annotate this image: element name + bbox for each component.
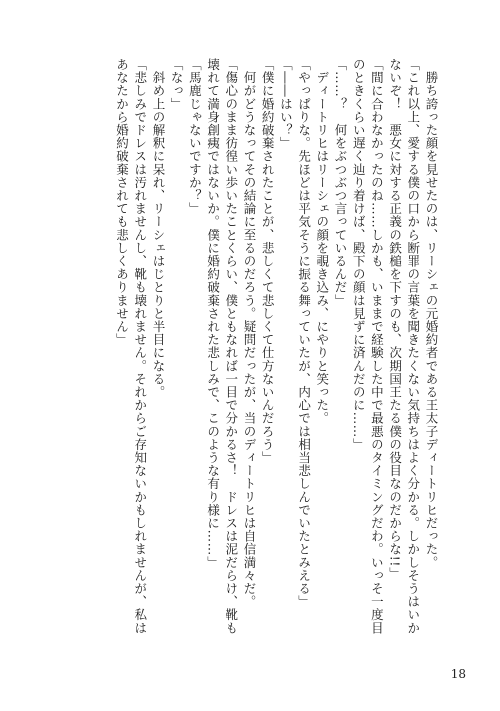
text-line: 「悲しみでドレスは汚れませんし、靴も壊れません。それからご存知ないかもしれませんが、私は bbox=[132, 58, 148, 635]
text-line: 「僕に婚約破棄されたことが、悲しくて悲しくて仕方ないんだろう」 bbox=[260, 58, 276, 465]
text-line: 「なっ」 bbox=[169, 58, 185, 111]
text-line: 「間に合わなかったのね……しかも、いままで経験した中で最悪のタイミングだわ。いっそ一度目 bbox=[369, 58, 385, 635]
text-line: 壊れて満身創痍ではないか。僕に婚約破棄された悲しみで、このような有り様に……」 bbox=[205, 58, 221, 569]
text-line: 「――はい？」 bbox=[278, 58, 294, 150]
text-line: 斜め上の解釈に呆れ、リーシェはじとりと半目になる。 bbox=[150, 58, 166, 399]
vertical-text-body bbox=[52, 58, 440, 648]
text-line: あなたから婚約破棄されても悲しくありません」 bbox=[114, 58, 130, 347]
text-line: 勝ち誇った顔を見せたのは、リーシェの元婚約者である王太子ディートリヒだった。 bbox=[424, 58, 439, 569]
text-line: 「馬鹿じゃないですか？」 bbox=[187, 58, 203, 216]
text-line: 「やっぱりな。先ほどは平気そうに振る舞っていたが、内心では相当悲しんでいたとみえる」 bbox=[296, 58, 312, 609]
page-number: 18 bbox=[450, 667, 466, 681]
text-line: 「これ以上、愛する僕の口から断罪の言葉を聞きたくない気持ちはよく分かる。しかしそうはいか bbox=[405, 58, 421, 635]
text-line: 「傷心のまま彷徨い歩いたことくらい、僕ともなれば一目で分かるさ！ ドレスは泥だらけ、靴も bbox=[223, 58, 239, 635]
text-line: ないぞ！ 悪女に対する正義の鉄槌を下すのも、次期国王たる僕の役目なのだからな!!」 bbox=[387, 58, 403, 581]
text-line: 「……？ 何をぶつぶつ言っているんだ」 bbox=[332, 58, 348, 307]
text-line: 何がどうなってその結論に至るのだろう。疑問だったが、当のディートリヒは自信満々だ。 bbox=[241, 58, 257, 609]
text-line: ディートリヒはリーシェの顔を覗き込み、にやりと笑った。 bbox=[314, 58, 330, 425]
text-line: のときくらい遅く辿り着けば、殿下の顔は見ずに済んだのに……」 bbox=[351, 58, 367, 451]
